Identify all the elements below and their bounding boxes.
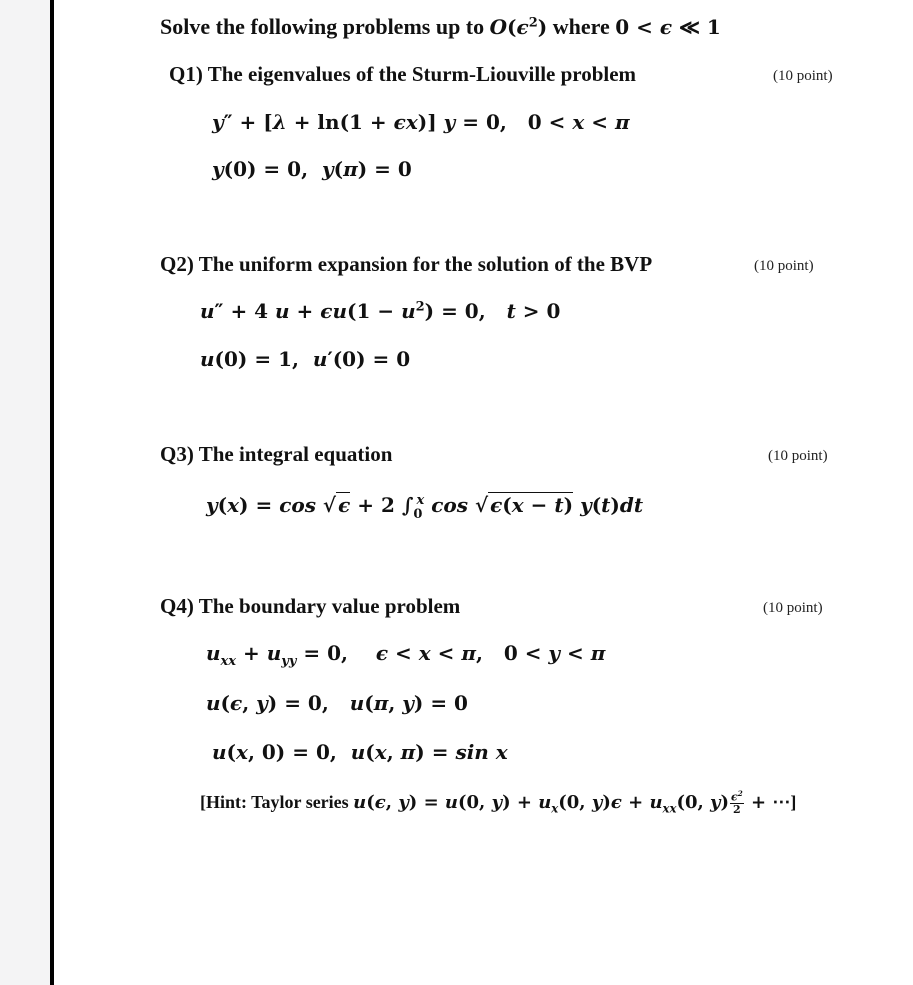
q3-equation-1: y(x) = cos √ ϵ + 2 $\int_0^x$ cos √ ϵ(x − t) y(t)dt (206, 493, 644, 522)
heading-condition: where 0 < ϵ ≪ 1 (552, 14, 721, 39)
q1-points: (10 point) (773, 68, 833, 84)
q1-title: Q1) The eigenvalues of the Sturm-Liouville problem (169, 62, 637, 86)
q1-equation-1: y″ + [λ + ln(1 + ϵx)] y = 0, 0 < x < π (212, 110, 630, 134)
q4-hint: [Hint: Taylor series u(ϵ, y) = u(0, $y) + u_x(0$, $y)\epsilon + u_{xx}(0$, y) $\frac{\epsilon^2}{2}$ + ⋯] (200, 789, 797, 817)
q4-points: (10 point) (763, 600, 823, 616)
q3-points: (10 point) (768, 448, 828, 464)
q4-equation-2: u(ϵ, y) = 0, u(π, y) = 0 (206, 691, 468, 715)
q3-title: Q3) The integral equation (160, 442, 393, 466)
document-page (54, 0, 913, 985)
q4-equation-3: u(x, 0) = 0, u(x, π) = sin x (212, 740, 508, 764)
heading-text: Solve the following problems up to (160, 14, 485, 39)
q2-equation-2: u(0) = 1, u′(0) = 0 (200, 347, 411, 371)
q4-title: Q4) The boundary value problem (160, 594, 461, 618)
q1-equation-2: y(0) = 0, y(π) = 0 (212, 157, 412, 181)
q2-points: (10 point) (754, 258, 814, 274)
q2-title: Q2) The uniform expansion for the solution of the BVP (160, 252, 653, 276)
heading-order: $O(\epsilon^2)$ (489, 15, 548, 39)
q2-equation-1: u″ + 4 $u + \epsilon u(1 - u^2) = 0$, t > 0 (200, 299, 561, 323)
q4-equation-1: $u_{xx} + u_{yy} = 0$, ϵ < x < π, 0 < y < π (206, 641, 606, 669)
left-margin (0, 0, 50, 985)
problem-heading (160, 14, 721, 40)
